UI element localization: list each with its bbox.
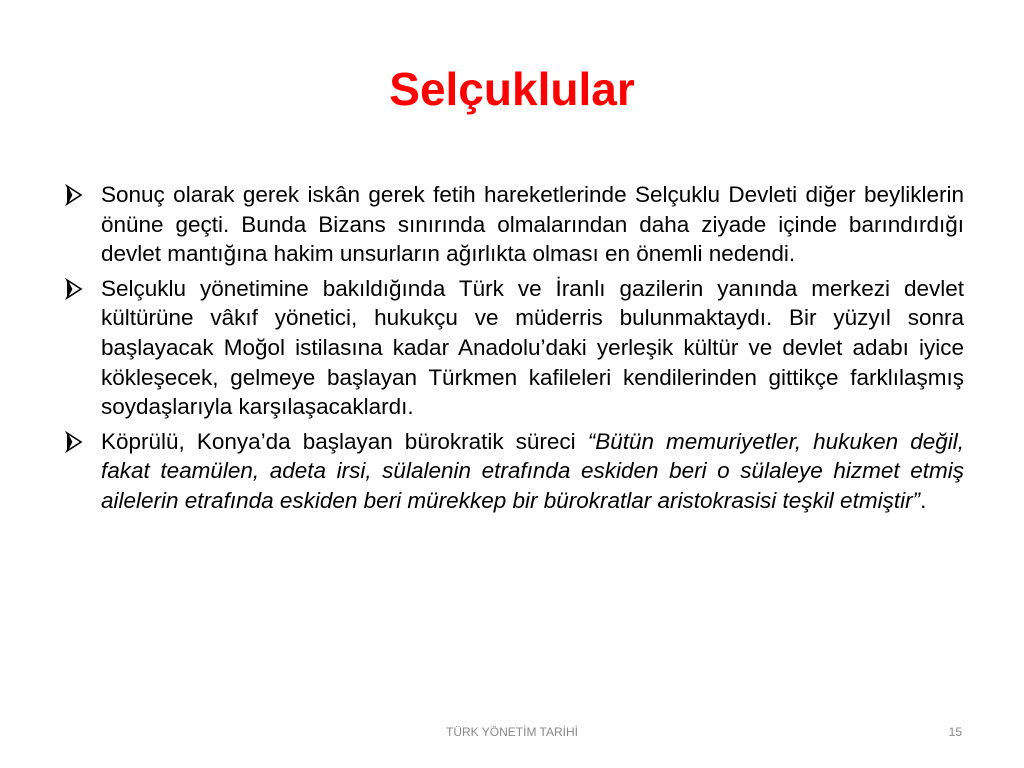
bullet-text: Selçuklu yönetimine bakıldığında Türk ve İranlı gazilerin yanında merkezi devlet kültürüne vâkıf yönetici, hukukçu ve müderris bulunmaktaydı. Bir yüzyıl sonra başlayacak Moğol istilasına kadar Anadolu’daki yerleşik kültür ve devlet adabı iyice kökleşecek, gelmeye başlayan Türkmen kafileleri kendilerinden gittikçe farklılaşmış soydaşlarıyla karşılaşacaklardı.	[101, 275, 964, 420]
arrowhead-bullet-icon	[64, 274, 90, 303]
bullet-text: Sonuç olarak gerek iskân gerek fetih hareketlerinde Selçuklu Devleti diğer beyliklerin önüne geçti. Bunda Bizans sınırında olmalarından daha ziyade içinde barındırdığı devlet mantığına hakim unsurların ağırlıkta olması en önemli nedendi.	[101, 182, 964, 267]
bullet-item	[64, 180, 964, 269]
bullet-item	[64, 427, 964, 516]
arrowhead-bullet-icon	[64, 180, 90, 209]
bullet-list	[64, 180, 964, 521]
slide-title: Selçuklular	[389, 63, 635, 115]
bullet-quote: “Bütün memuriyetler, hukuken değil, fakat teamülen, adeta irsi, sülalenin etrafında eskiden beri o sülaleye hizmet etmiş ailelerin etrafında eskiden beri mürekkep bir bürokratlar aristokrasisi teşkil etmiştir”	[101, 428, 964, 513]
bullet-text: Köprülü, Konya’da başlayan bürokratik süreci	[101, 428, 588, 454]
arrowhead-bullet-icon	[64, 427, 90, 456]
bullet-text-end: .	[920, 487, 927, 513]
page-number: 15	[948, 725, 962, 739]
footer-text: TÜRK YÖNETİM TARİHİ	[445, 725, 578, 739]
bullet-item	[64, 274, 964, 422]
